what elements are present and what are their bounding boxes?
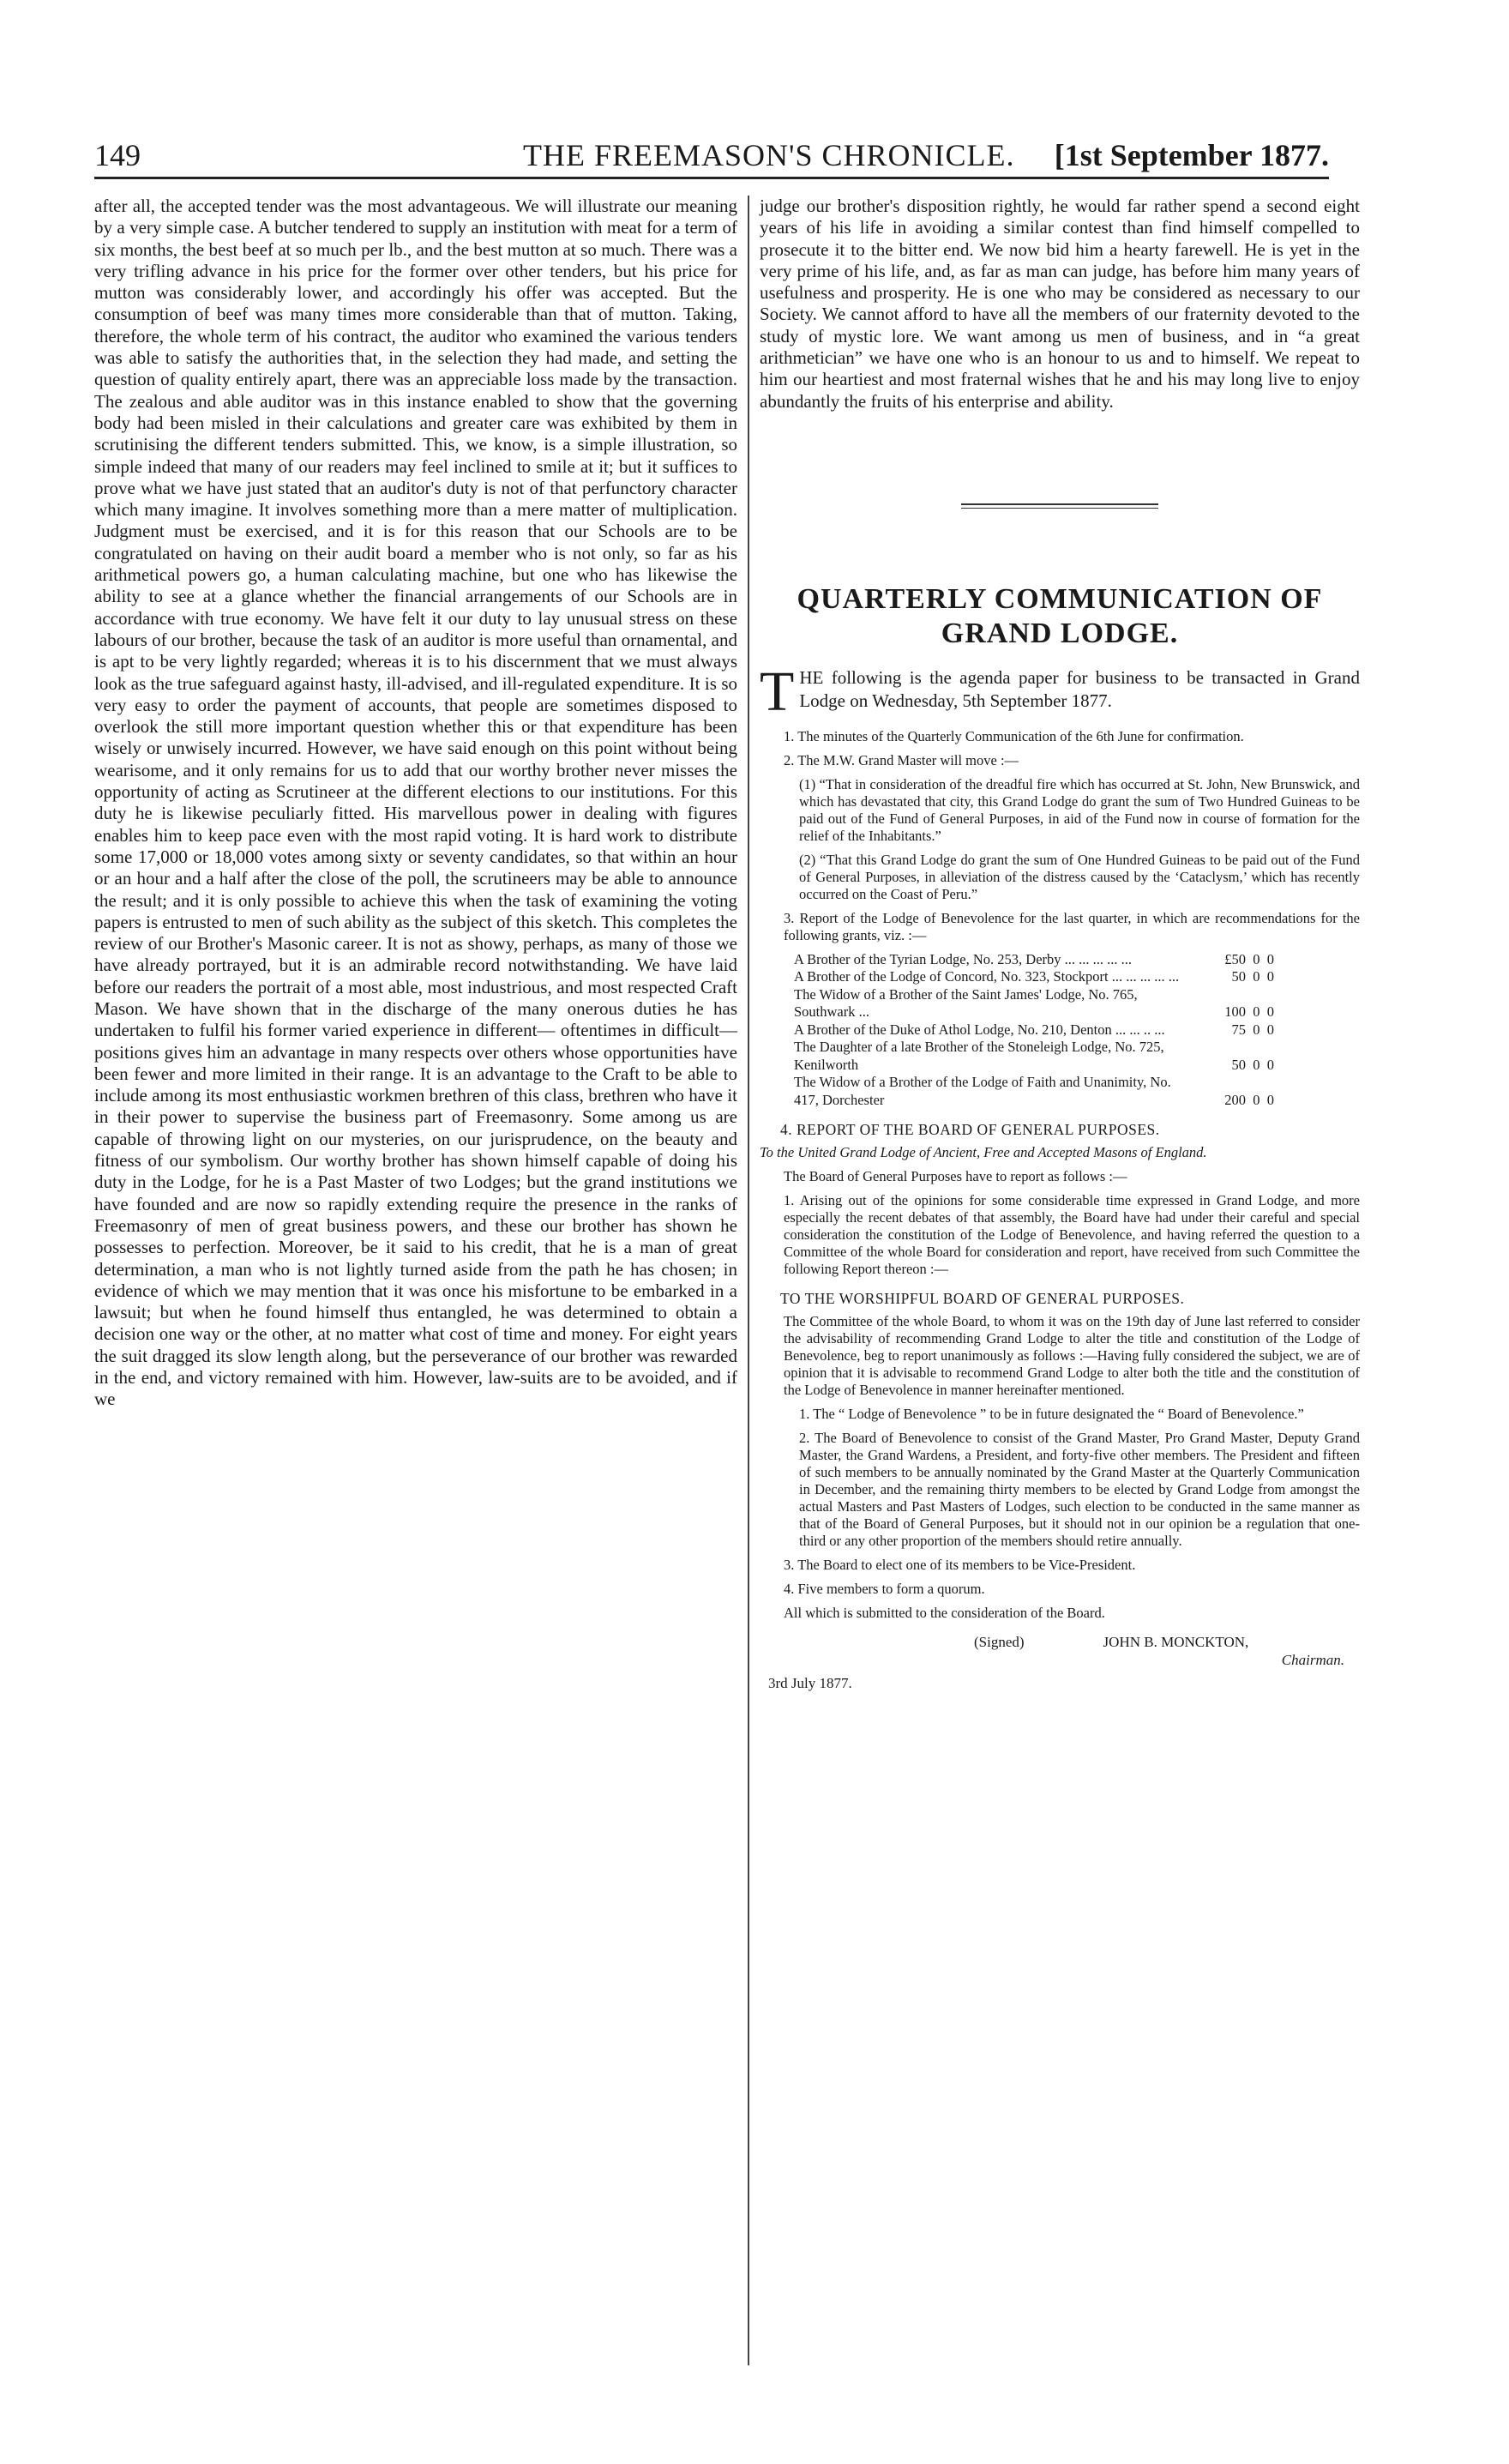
grant-recipient: A Brother of the Lodge of Concord, No. 323, Stockport ... ... ... ... ... <box>794 968 1180 985</box>
recommendation-1: 1. The “ Lodge of Benevolence ” to be in future designated the “ Board of Benevolence.” <box>799 1406 1304 1423</box>
grant-recipient: A Brother of the Tyrian Lodge, No. 253, Derby ... ... ... ... ... <box>794 950 1133 967</box>
agenda-item-2: 2. The M.W. Grand Master will move :— <box>784 751 1019 768</box>
committee-paragraph: The Committee of the whole Board, to whom it was on the 19th day of June last referred to consider the advisability of recommending Grand Lodge to alter the title and constitution of the Lodge of Benevolence, beg to report unanimously as follows :—Having fully considered the subject, we are of opinion that it is advisable to recommend Grand Lodge to alter both the title and the constitution of the Lodge of Benevolence in manner hereinafter mentioned. <box>784 1313 1360 1399</box>
worshipful-board-heading: TO THE WORSHIPFUL BOARD OF GENERAL PURPOSES. <box>780 1290 1185 1308</box>
section-title <box>760 582 1360 651</box>
section-separator <box>961 503 1158 509</box>
grant-recipient: The Daughter of a late Brother of the Stoneleigh Lodge, No. 725, Kenilworth <box>794 1039 1164 1073</box>
recommendation-4: 4. Five members to form a quorum. <box>784 1581 985 1598</box>
board-report-heading: 4. REPORT OF THE BOARD OF GENERAL PURPOSES. <box>780 1121 1160 1139</box>
grants-list <box>794 951 1274 1110</box>
issue-date: [1st September 1877. <box>1054 138 1329 172</box>
newspaper-title: THE FREEMASON'S CHRONICLE. <box>523 138 1015 172</box>
grant-recipient: A Brother of the Duke of Athol Lodge, No. 210, Denton ... ... .. ... <box>794 1021 1165 1038</box>
grant-recipient: The Widow of a Brother of the Lodge of Faith and Unanimity, No. 417, Dorchester <box>794 1074 1171 1108</box>
signature-line <box>760 1634 1360 1651</box>
column-divider <box>748 196 749 2365</box>
section-title-line1: QUARTERLY COMMUNICATION OF <box>797 582 1323 615</box>
drop-cap: T <box>760 660 795 723</box>
report-date: 3rd July 1877. <box>768 1675 852 1692</box>
report-addressee: To the United Grand Lodge of Ancient, Free and Accepted Masons of England. <box>760 1144 1207 1161</box>
article-continuation: judge our brother's disposition rightly, he would far rather spend a second eight years of his life in avoiding a similar contest than find himself compelled to prosecute it to the bitter end. We now bid him a hearty farewell. He is yet in the very prime of his life, and, as far as man can judge, has before him many years of usefulness and prosperity. He is one who may be considered as necessary to our Society. We cannot afford to have all the members of our fraternity devoted to the study of mystic lore. We want among us men of business, and in “a great arithmetician” we have one who is an honour to us and to himself. We repeat to him our heartiest and most fraternal wishes that he and his may long live to enjoy abundantly the fruits of his enterprise and ability. <box>760 196 1360 412</box>
grant-row <box>794 1021 1274 1039</box>
left-column-text: after all, the accepted tender was the most advantageous. We will illustrate our meaning by a very simple case. A butcher tendered to supply an institution with meat for a term of six months, the best beef at so much per lb., and the best mutton at so much. There was a very trifling advance in his price for the former over other tenders, but his price for mutton was considerably lower, and accordingly his offer was accepted. But the consumption of beef was many times more considerable than that of mutton. Taking, therefore, the whole term of his contract, the auditor who examined the various tenders was able to satisfy the authorities that, in the selection they had made, and setting the question of quality entirely apart, there was an appreciable loss made by the transaction. The zealous and able auditor was in this instance enabled to show that the governing body had been misled in their calculations and greater care was exhibited by them in scrutinising the different tenders submitted. This, we know, is a simple illustration, so simple indeed that many of our readers may feel inclined to smile at it; but it suffices to prove what we have just stated that an auditor's duty is not of that perfunctory character which many imagine. It involves something more than a mere matter of multiplication. Judgment must be exercised, and it is for this reason that our Schools are to be congratulated on having on their audit board a member who is not only, so far as his arithmetical powers go, a human calculating machine, but one who has likewise the ability to see at a glance whether the financial arrangements of our Schools are in accordance with true economy. We have felt it our duty to lay unusual stress on these labours of our brother, because the task of an auditor is more useful than ornamental, and is apt to be very lightly regarded; whereas it is to his discernment that we must always look as the true safeguard against hasty, ill-advised, and ill-regulated expenditure. It is so very easy to order the payment of accounts, that people are sometimes disposed to overlook the still more important question whether this or that expenditure has been wisely or unwisely incurred. However, we have said enough on this point without being wearisome, and it only remains for us to add that our worthy brother never misses the opportunity of acting as Scrutineer at the different elections to our institutions. For this duty he is likewise peculiarly fitted. His marvellous power in dealing with figures enables him to keep pace even with the most rapid voting. It is hard work to distribute some 17,000 or 18,000 votes among sixty or seventy candidates, so that within an hour or an hour and a half after the close of the poll, the scrutineers may be able to announce the result; and it is only possible to achieve this when the task of examining the voting papers is entrusted to men of such ability as the subject of this sketch. This completes the review of our Brother's Masonic career. It is not as showy, perhaps, as many of those we have already portrayed, but it is an admirable record notwithstanding. We have laid before our readers the portrait of a most able, most industrious, and most respected Craft Mason. We have shown that in the discharge of the many onerous duties he has undertaken to fulfil his former varied experience in different— oftentimes in difficult— positions gives him an advantage in many respects over others whose opportunities have been fewer and more limited in their range. It is an advantage to the Craft to be able to include among its most enthusiastic workmen brethren of this class, brethren who have it in their power to supervise the business part of Freemasonry. Some among us are capable of throwing light on our mysteries, on our jurisprudence, on the beauty and fitness of our symbolism. Our worthy brother has shown himself capable of doing his duty in the Lodge, for he is a Past Master of two Lodges; but the grand institutions we have founded and are now so rapidly extending require the presence in the ranks of Freemasonry of men of great business powers, and these our brother has shown he possesses to perfection. Moreover, be it said to his credit, that he is a man of great determination, a man who is not lightly turned aside from the path he has chosen; in evidence of which we may mention that it was once his misfortune to be embarked in a lawsuit; but when he found himself thus entangled, he was determined to obtain a decision one way or the other, at no matter what cost of time and money. For eight years the suit dragged its slow length along, but the perseverance of our brother was rewarded in the end, and victory remained with him. However, law-suits are to be avoided, and if we <box>94 196 737 1410</box>
recommendation-2: 2. The Board of Benevolence to consist of the Grand Master, Pro Grand Master, Deputy Grand Master, the Grand Wardens, a President, and forty-five other members. The President and fifteen of such members to be annually nominated by the Grand Master at the Quarterly Communication in December, and the remaining thirty members to be elected by Grand Lodge from amongst the actual Masters and Past Masters of Lodges, such election to be conducted in the same manner as that of the Board of General Purposes, but it should not in our opinion be a regulation that one-third or any other proportion of the members should retire annually. <box>799 1430 1360 1550</box>
motion-2: (2) “That this Grand Lodge do grant the sum of One Hundred Guineas to be paid out of the Fund of General Purposes, in alleviation of the distress caused by the ‘Cataclysm,’ which has recently occurred on the Coast of Peru.” <box>799 851 1360 902</box>
grant-amount: 200 0 0 <box>1224 1091 1274 1108</box>
right-column <box>760 196 1360 1692</box>
signatory-title: Chairman. <box>1281 1652 1344 1669</box>
left-column <box>94 196 737 1411</box>
report-intro: The Board of General Purposes have to report as follows :— <box>784 1168 1127 1185</box>
grant-row <box>794 1039 1274 1074</box>
section-title-line2: GRAND LODGE. <box>941 617 1179 649</box>
grant-row <box>794 968 1274 986</box>
grant-amount: 50 0 0 <box>1231 968 1274 985</box>
grant-row <box>794 986 1274 1021</box>
agenda-intro-text: HE following is the agenda paper for business to be transacted in Grand Lodge on Wednesday, 5th September 1877. <box>799 666 1360 711</box>
recommendation-3: 3. The Board to elect one of its members to be Vice-President. <box>784 1557 1136 1574</box>
agenda-item-1: 1. The minutes of the Quarterly Communication of the 6th June for confirmation. <box>784 727 1244 744</box>
report-paragraph-1: 1. Arising out of the opinions for some considerable time expressed in Grand Lodge, and more especially the recent debates of that assembly, the Board have had under their careful and special consideration the constitution of the Lodge of Benevolence, and having referred the question to a Committee of the whole Board for consideration and report, have received from such Committee the following Report thereon :— <box>784 1192 1360 1278</box>
submission-line: All which is submitted to the consideration of the Board. <box>784 1605 1105 1622</box>
grant-amount: 100 0 0 <box>1224 1003 1274 1021</box>
grant-row <box>794 951 1274 969</box>
grant-amount: 50 0 0 <box>1231 1056 1274 1073</box>
grant-row <box>794 1074 1274 1109</box>
signatory-name: JOHN B. MONCKTON, <box>1103 1634 1249 1651</box>
agenda-intro <box>760 660 1360 723</box>
page-number: 149 <box>94 138 141 172</box>
grant-amount: 75 0 0 <box>1231 1021 1274 1038</box>
grant-amount: £50 0 0 <box>1224 950 1274 967</box>
agenda-item-3: 3. Report of the Lodge of Benevolence for the last quarter, in which are recommendations for the following grants, viz. :— <box>784 909 1360 943</box>
page-header <box>94 137 1329 179</box>
grant-recipient: The Widow of a Brother of the Saint James' Lodge, No. 765, Southwark ... <box>794 985 1138 1021</box>
motion-1: (1) “That in consideration of the dreadful fire which has occurred at St. John, New Brunswick, and which has devastated that city, this Grand Lodge do grant the sum of Two Hundred Guineas to be paid out of the Fund of General Purposes, in aid of the Fund now in course of formation for the relief of the Inhabitants.” <box>799 775 1360 844</box>
signed-label: (Signed) <box>974 1634 1025 1651</box>
